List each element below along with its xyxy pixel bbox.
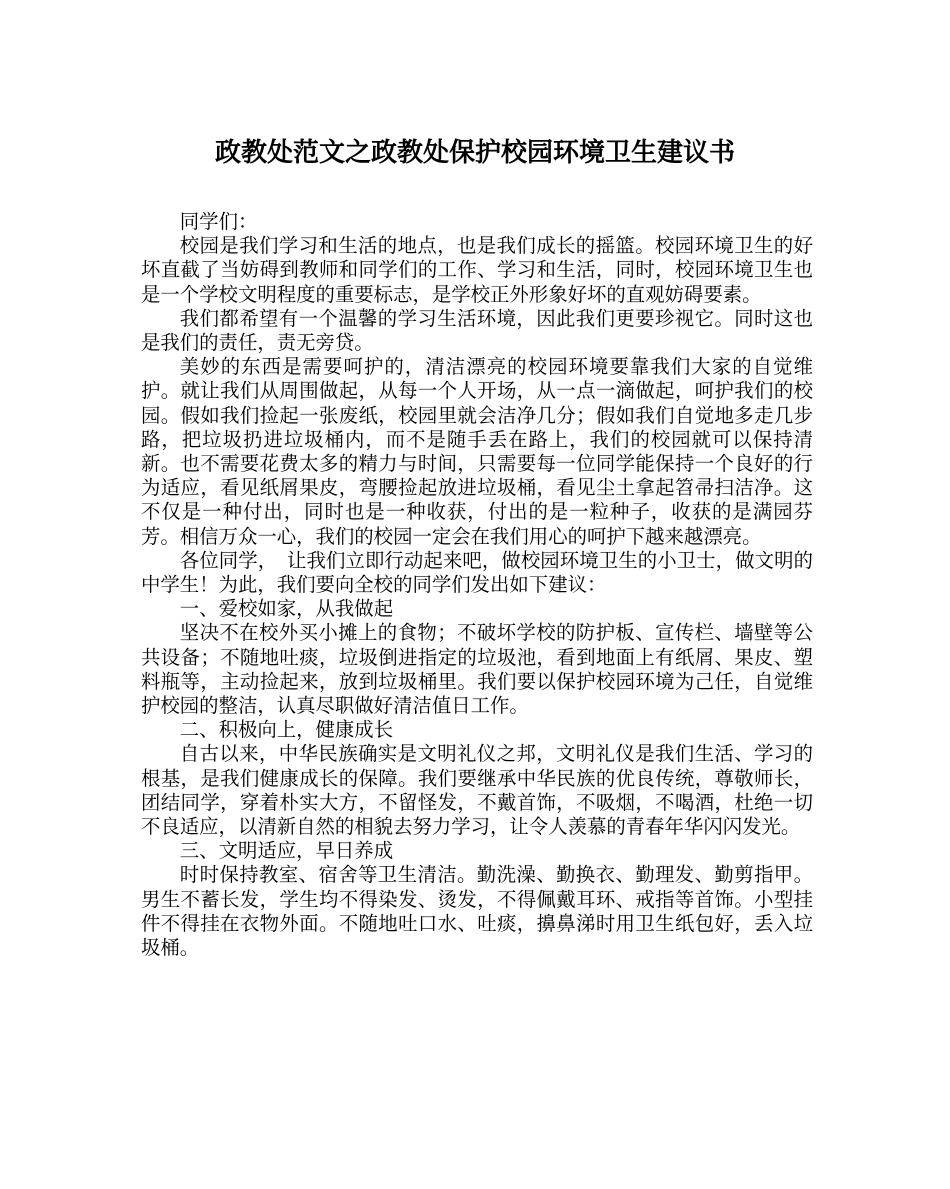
body-paragraph: 我们都希望有一个温馨的学习生活环境，因此我们更要珍视它。同时这也是我们的责任，责无旁贷。 bbox=[141, 306, 813, 355]
body-paragraph: 坚决不在校外买小摊上的食物；不破坏学校的防护板、宣传栏、墙壁等公共设备；不随地吐痰，垃圾倒进指定的垃圾池，看到地面上有纸屑、果皮、塑料瓶等，主动捡起来，放到垃圾桶里。我们要以保护校园环境为己任，自觉维护校园的整洁，认真尽职做好清洁值日工作。 bbox=[141, 621, 813, 718]
section-heading: 一、爱校如家，从我做起 bbox=[179, 597, 394, 621]
section-heading: 三、文明适应，早日养成 bbox=[179, 839, 394, 863]
body-paragraph: 校园是我们学习和生活的地点，也是我们成长的摇篮。校园环境卫生的好坏直截了当妨碍到教师和同学们的工作、学习和生活，同时，校园环境卫生也是一个学校文明程度的重要标志，是学校正外形象好坏的直观妨碍要素。 bbox=[141, 234, 813, 306]
document-body bbox=[141, 210, 813, 960]
body-paragraph: 自古以来，中华民族确实是文明礼仪之邦，文明礼仪是我们生活、学习的根基，是我们健康成长的保障。我们要继承中华民族的优良传统，尊敬师长，团结同学，穿着朴实大方，不留怪发，不戴首饰，不吸烟，不喝酒，杜绝一切不良适应，以清新自然的相貌去努力学习，让令人羡慕的青春年华闪闪发光。 bbox=[141, 742, 813, 839]
section-heading: 二、积极向上，健康成长 bbox=[179, 718, 394, 742]
body-paragraph: 美妙的东西是需要呵护的，清洁漂亮的校园环境要靠我们大家的自觉维护。就让我们从周围做起，从每一个人开场，从一点一滴做起，呵护我们的校园。假如我们捡起一张废纸，校园里就会洁净几分；假如我们自觉地多走几步路，把垃圾扔进垃圾桶内，而不是随手丢在路上，我们的校园就可以保持清新。也不需要花费太多的精力与时间，只需要每一位同学能保持一个良好的行为适应，看见纸屑果皮，弯腰捡起放进垃圾桶，看见尘土拿起笤帚扫洁净。这不仅是一种付出，同时也是一种收获，付出的是一粒种子，收获的是满园芬芳。相信万众一心，我们的校园一定会在我们用心的呵护下越来越漂亮。 bbox=[141, 355, 813, 548]
document-title: 政教处范文之政教处保护校园环境卫生建议书 bbox=[214, 138, 735, 168]
salutation: 同学们： bbox=[179, 210, 258, 233]
body-paragraph: 各位同学， 让我们立即行动起来吧，做校园环境卫生的小卫士，做文明的中学生！为此，我们要向全校的同学们发出如下建议： bbox=[141, 548, 813, 597]
body-paragraph: 时时保持教室、宿舍等卫生清洁。勤洗澡、勤换衣、勤理发、勤剪指甲。男生不蓄长发，学生均不得染发、烫发，不得佩戴耳环、戒指等首饰。小型挂件不得挂在衣物外面。不随地吐口水、吐痰，擤鼻涕时用卫生纸包好，丢入垃圾桶。 bbox=[141, 863, 813, 960]
